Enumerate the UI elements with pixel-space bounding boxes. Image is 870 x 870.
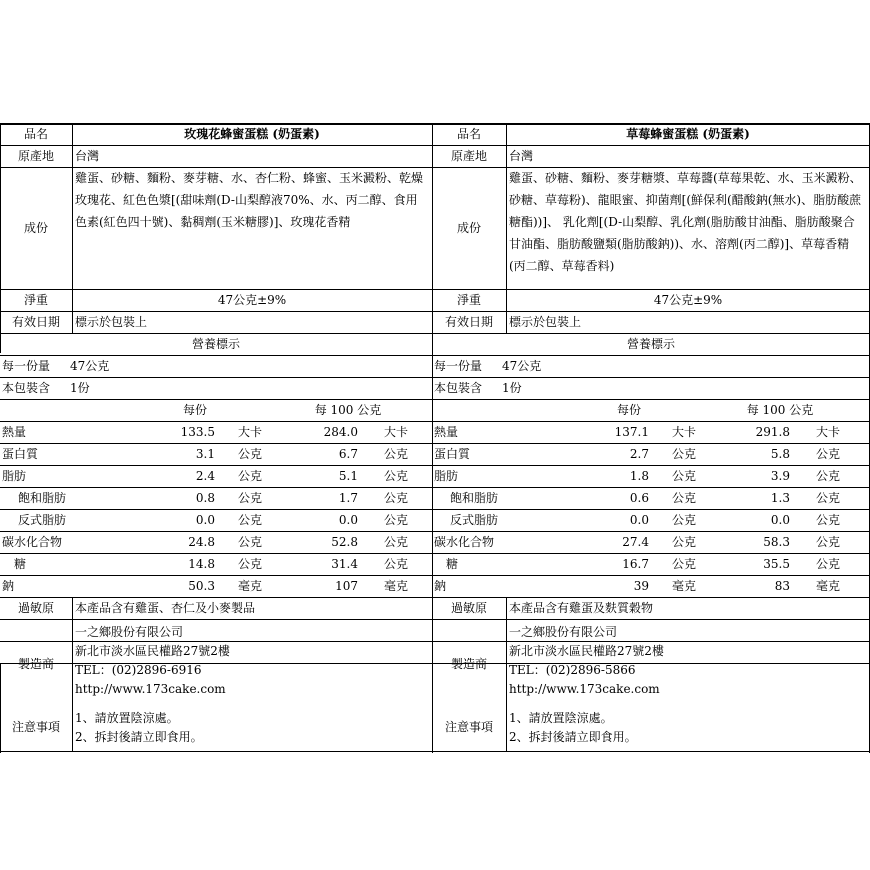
nutrient-name: 脂肪 [2, 469, 27, 483]
allergen-value: 本產品含有雞蛋、杏仁及小麥製品 [75, 601, 256, 615]
manufacturer-line: TEL：(02)2896-5866 [509, 663, 636, 677]
notice-label: 注意事項 [11, 720, 60, 734]
nutrient-unit: 公克 [384, 513, 409, 527]
nutrient-unit: 公克 [672, 557, 697, 571]
nutrient-unit: 公克 [816, 513, 841, 527]
nutrient-per-serving: 0.6 [629, 491, 649, 505]
nutrient-name: 反式脂肪 [450, 513, 499, 527]
servings-value: 1份 [70, 381, 90, 395]
nutrient-per-100g: 35.5 [763, 557, 790, 571]
product-name: 草莓蜂蜜蛋糕 (奶蛋素) [626, 127, 750, 141]
nutrient-unit: 毫克 [816, 579, 841, 593]
panel-divider [432, 123, 433, 753]
nutrient-unit: 公克 [816, 491, 841, 505]
nutrient-name: 熱量 [434, 425, 459, 439]
product-label-rose [0, 123, 432, 753]
manufacturer-label: 製造商 [450, 657, 487, 671]
net-weight-value: 47公克±9% [217, 293, 287, 307]
nutrient-unit: 毫克 [384, 579, 409, 593]
nutrient-per-100g: 3.9 [770, 469, 790, 483]
servings-label: 本包裝含 [2, 381, 51, 395]
nutrient-per-100g: 0.0 [770, 513, 790, 527]
nutrient-name: 糖 [446, 557, 459, 571]
nutrient-per-serving: 39 [633, 579, 649, 593]
nutrition-heading: 營養標示 [626, 337, 675, 351]
per-100g-header: 每 100 公克 [746, 403, 814, 417]
nutrient-per-serving: 0.0 [629, 513, 649, 527]
origin-label: 原產地 [17, 149, 54, 163]
nutrient-per-serving: 50.3 [188, 579, 215, 593]
allergen-label: 過敏原 [450, 601, 487, 615]
serving-size-label: 每一份量 [434, 359, 483, 373]
nutrient-name: 蛋白質 [2, 447, 39, 461]
nutrient-name: 鈉 [434, 579, 447, 593]
nutrient-unit: 公克 [816, 447, 841, 461]
ingredients-value: 雞蛋、砂糖、麵粉、麥芽糖漿、草莓醬(草莓果乾、水、玉米澱粉、砂糖、草莓粉)、龍眼蜜、抑菌劑[(鮮保利(醋酸鈉(無水)、脂肪酸蔗糖酯))]、 乳化劑[(D-山梨醇、乳化劑(脂肪酸甘油酯、脂肪酸聚合甘油酯、脂肪酸鹽類(脂肪酸鈉))、水、溶劑(丙二醇)]、草莓香精(丙二醇、草莓香料) [509, 171, 862, 273]
nutrient-per-serving: 3.1 [195, 447, 215, 461]
allergen-label: 過敏原 [17, 601, 54, 615]
serving-size-value: 47公克 [502, 359, 542, 373]
nutrient-per-100g: 0.0 [338, 513, 358, 527]
nutrient-unit: 公克 [816, 469, 841, 483]
manufacturer-info [75, 623, 230, 699]
net-weight-value: 47公克±9% [653, 293, 723, 307]
nutrient-per-serving: 24.8 [188, 535, 215, 549]
nutrient-unit: 公克 [384, 557, 409, 571]
manufacturer-label: 製造商 [17, 657, 54, 671]
manufacturer-line: 一之鄉股份有限公司 [509, 625, 618, 639]
nutrient-per-100g: 291.8 [755, 425, 790, 439]
notice-line: 1、請放置陰涼處。 [509, 711, 613, 725]
nutrient-unit: 大卡 [384, 425, 409, 439]
nutrient-unit: 毫克 [238, 579, 263, 593]
manufacturer-line: 一之鄉股份有限公司 [75, 625, 184, 639]
nutrient-name: 碳水化合物 [2, 535, 63, 549]
name-label: 品名 [23, 127, 48, 141]
nutrient-name: 碳水化合物 [434, 535, 495, 549]
nutrient-per-100g: 52.8 [331, 535, 358, 549]
serving-size-value: 47公克 [70, 359, 110, 373]
notice-label: 注意事項 [444, 720, 493, 734]
nutrient-unit: 公克 [816, 557, 841, 571]
nutrient-unit: 公克 [672, 469, 697, 483]
nutrient-per-serving: 0.0 [195, 513, 215, 527]
servings-label: 本包裝含 [434, 381, 483, 395]
origin-label: 原產地 [450, 149, 487, 163]
nutrient-unit: 公克 [384, 535, 409, 549]
nutrient-unit: 公克 [672, 447, 697, 461]
notice-line: 2、拆封後請立即食用。 [75, 730, 203, 744]
expiry-label: 有效日期 [11, 315, 60, 329]
manufacturer-line: TEL：(02)2896-6916 [75, 663, 202, 677]
servings-value: 1份 [502, 381, 522, 395]
nutrient-per-100g: 1.7 [338, 491, 358, 505]
ingredients-label: 成份 [23, 221, 48, 235]
nutrient-unit: 公克 [384, 447, 409, 461]
nutrient-unit: 公克 [672, 513, 697, 527]
expiry-value: 標示於包裝上 [75, 315, 148, 329]
nutrient-name: 飽和脂肪 [450, 491, 499, 505]
nutrient-per-serving: 14.8 [188, 557, 215, 571]
nutrient-name: 糖 [14, 557, 27, 571]
manufacturer-info [509, 623, 664, 699]
nutrient-name: 鈉 [2, 579, 15, 593]
nutrient-unit: 公克 [816, 535, 841, 549]
nutrient-unit: 大卡 [238, 425, 263, 439]
nutrient-per-100g: 5.1 [338, 469, 358, 483]
manufacturer-line: http://www.173cake.com [75, 682, 226, 696]
manufacturer-line: 新北市淡水區民權路27號2樓 [75, 644, 230, 658]
nutrient-per-100g: 31.4 [331, 557, 358, 571]
manufacturer-line: 新北市淡水區民權路27號2樓 [509, 644, 664, 658]
per-serving-header: 每份 [616, 403, 641, 417]
nutrient-per-serving: 16.7 [622, 557, 649, 571]
nutrient-unit: 公克 [672, 535, 697, 549]
nutrient-unit: 公克 [672, 491, 697, 505]
nutrient-unit: 公克 [238, 557, 263, 571]
nutrition-heading: 營養標示 [191, 337, 240, 351]
nutrient-name: 飽和脂肪 [18, 491, 67, 505]
manufacturer-line: http://www.173cake.com [509, 682, 660, 696]
nutrient-per-100g: 107 [335, 579, 358, 593]
nutrient-per-serving: 2.4 [195, 469, 215, 483]
nutrient-per-serving: 133.5 [180, 425, 215, 439]
serving-size-label: 每一份量 [2, 359, 51, 373]
notice-info [509, 709, 637, 747]
nutrient-unit: 公克 [238, 491, 263, 505]
nutrient-per-100g: 58.3 [763, 535, 790, 549]
nutrient-name: 反式脂肪 [18, 513, 67, 527]
expiry-label: 有效日期 [444, 315, 493, 329]
nutrient-per-serving: 0.8 [195, 491, 215, 505]
net-weight-label: 淨重 [23, 293, 48, 307]
notice-line: 2、拆封後請立即食用。 [509, 730, 637, 744]
nutrient-per-serving: 2.7 [629, 447, 649, 461]
nutrient-unit: 公克 [238, 535, 263, 549]
nutrient-per-100g: 5.8 [770, 447, 790, 461]
expiry-value: 標示於包裝上 [509, 315, 582, 329]
nutrient-unit: 公克 [384, 491, 409, 505]
notice-info [75, 709, 203, 747]
ingredients-value: 雞蛋、砂糖、麵粉、麥芽糖、水、杏仁粉、蜂蜜、玉米澱粉、乾燥玫瑰花、紅色色漿[(甜味劑(D-山梨醇液70%、水、丙二醇、食用色素(紅色四十號)、黏稠劑(玉米糖膠)]、玫瑰花香精 [75, 171, 424, 229]
nutrient-unit: 公克 [238, 447, 263, 461]
nutrition-label-sheet [0, 123, 870, 753]
nutrient-unit: 毫克 [672, 579, 697, 593]
nutrient-per-100g: 284.0 [323, 425, 358, 439]
nutrient-name: 蛋白質 [434, 447, 471, 461]
nutrient-per-serving: 137.1 [614, 425, 649, 439]
nutrient-unit: 大卡 [816, 425, 841, 439]
nutrient-unit: 公克 [238, 469, 263, 483]
origin-value: 台灣 [509, 149, 534, 163]
nutrient-per-100g: 6.7 [338, 447, 358, 461]
notice-line: 1、請放置陰涼處。 [75, 711, 179, 725]
nutrient-name: 脂肪 [434, 469, 459, 483]
nutrient-unit: 公克 [238, 513, 263, 527]
nutrient-unit: 公克 [384, 469, 409, 483]
per-serving-header: 每份 [182, 403, 207, 417]
product-label-strawberry [432, 123, 870, 753]
allergen-value: 本產品含有雞蛋及麩質穀物 [509, 601, 654, 615]
origin-value: 台灣 [75, 149, 100, 163]
nutrient-per-100g: 83 [774, 579, 790, 593]
ingredients-label: 成份 [456, 221, 481, 235]
nutrient-name: 熱量 [2, 425, 27, 439]
per-100g-header: 每 100 公克 [314, 403, 382, 417]
name-label: 品名 [456, 127, 481, 141]
nutrient-unit: 大卡 [672, 425, 697, 439]
nutrient-per-serving: 1.8 [629, 469, 649, 483]
nutrient-per-100g: 1.3 [770, 491, 790, 505]
nutrient-per-serving: 27.4 [622, 535, 649, 549]
net-weight-label: 淨重 [456, 293, 481, 307]
product-name: 玫瑰花蜂蜜蛋糕 (奶蛋素) [184, 127, 320, 141]
